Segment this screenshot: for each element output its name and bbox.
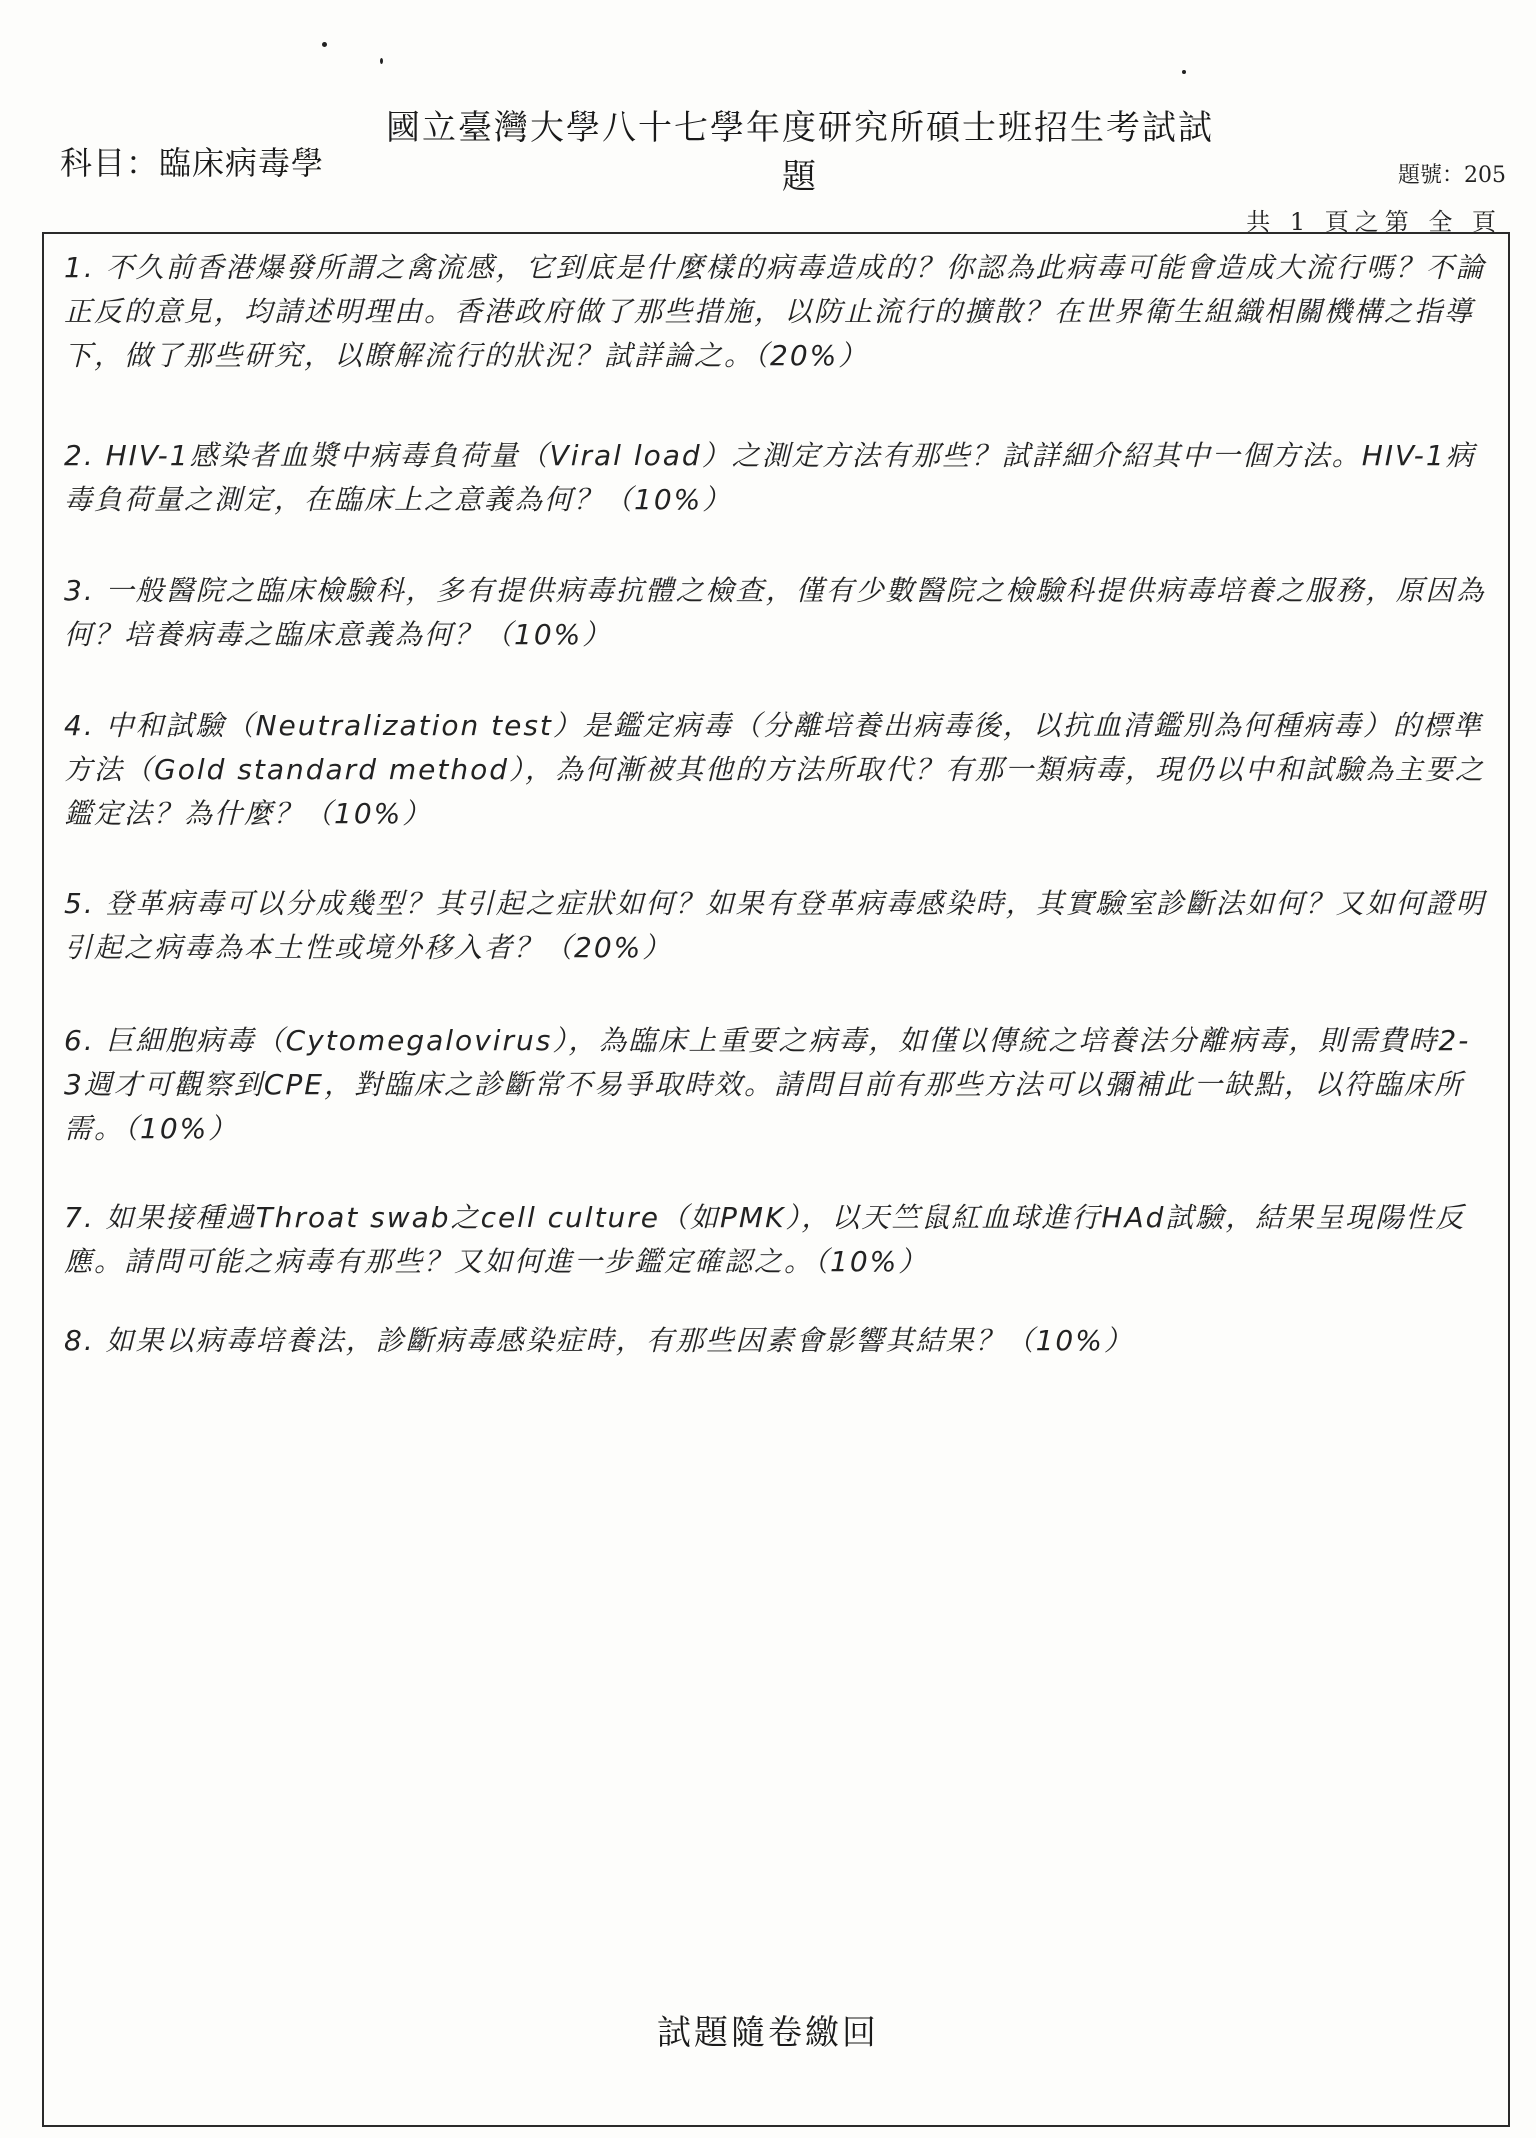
- page-info: 共 1 頁之第 全 頁: [1246, 208, 1502, 236]
- subject-line: [60, 138, 324, 184]
- question-box: [42, 232, 1510, 2127]
- question-5: 5. 登革病毒可以分成幾型？其引起之症狀如何？如果有登革病毒感染時，其實驗室診斷法如何？又如何證明引起之病毒為本土性或境外移入者？（20%）: [64, 887, 1486, 964]
- question-8: 8. 如果以病毒培養法，診斷病毒感染症時，有那些因素會影響其結果？（10%）: [64, 1324, 1134, 1357]
- scan-speck: [1182, 70, 1186, 74]
- question-6: 6. 巨細胞病毒（Cytomegalovirus），為臨床上重要之病毒，如僅以傳統之培養法分離病毒，則需費時2-3週才可觀察到CPE，對臨床之診斷常不易爭取時效。請問目前有那些方法可以彌補此一缺點，以符臨床所需。（10%）: [64, 1024, 1471, 1145]
- subject-value: 臨床病毒學: [159, 144, 325, 182]
- scan-speck: [380, 58, 383, 64]
- subject-label: 科目：: [60, 144, 160, 182]
- question-4: 4. 中和試驗（Neutralization test）是鑑定病毒（分離培養出病毒後，以抗血清鑑別為何種病毒）的標準方法（Gold standard method），為何漸被其他的方法所取代？有那一類病毒，現仍以中和試驗為主要之鑑定法？為什麼？（10%）: [64, 709, 1486, 830]
- return-exam-note: 試題隨卷繳回: [657, 2013, 879, 2053]
- question-number: 題號：205: [1398, 163, 1506, 188]
- question-3: 3. 一般醫院之臨床檢驗科，多有提供病毒抗體之檢查，僅有少數醫院之檢驗科提供病毒培養之服務，原因為何？培養病毒之臨床意義為何？（10%）: [64, 574, 1486, 651]
- question-1: 1. 不久前香港爆發所謂之禽流感，它到底是什麼樣的病毒造成的？你認為此病毒可能會造成大流行嗎？不論正反的意見，均請述明理由。香港政府做了那些措施，以防止流行的擴散？在世界衛生組織相關機構之指導下，做了那些研究，以瞭解流行的狀況？試詳論之。（20%）: [64, 251, 1486, 372]
- question-2: 2. HIV-1感染者血漿中病毒負荷量（Viral load）之測定方法有那些？試詳細介紹其中一個方法。HIV-1病毒負荷量之測定，在臨床上之意義為何？（10%）: [64, 439, 1476, 516]
- question-7: 7. 如果接種過Throat swab之cell culture（如PMK），以天竺鼠紅血球進行HAd試驗，結果呈現陽性反應。請問可能之病毒有那些？又如何進一步鑑定確認之。（10%）: [64, 1201, 1466, 1278]
- exam-title: 國立臺灣大學八十七學年度研究所碩士班招生考試試題: [386, 108, 1214, 197]
- scan-speck: [322, 42, 327, 47]
